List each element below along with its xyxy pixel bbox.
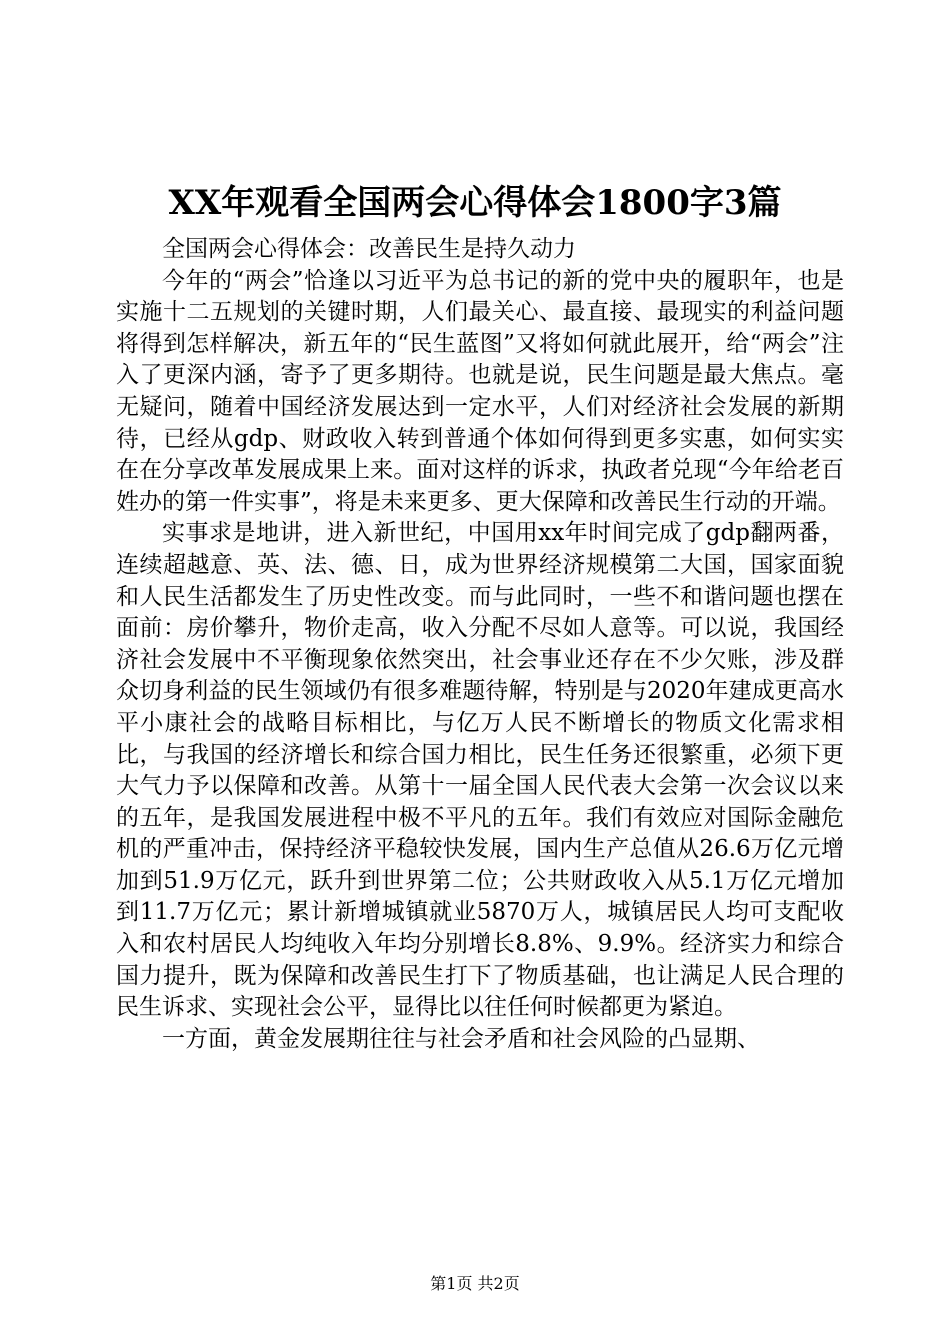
paragraph-subtitle: 全国两会心得体会：改善民生是持久动力	[162, 236, 576, 262]
paragraph: 实事求是地讲，进入新世纪，中国用xx年时间完成了gdp翻两番，连续超越意、英、法、德、日，成为世界经济规模第二大国，国家面貌和人民生活都发生了历史性改变。而与此同时，一些不和谐问题也摆在面前：房价攀升，物价走高，收入分配不尽如人意等。可以说，我国经济社会发展中不平衡现象依然突出，社会事业还存在不少欠账，涉及群众切身利益的民生领域仍有很多难题待解，特别是与2020年建成更高水平小康社会的战略目标相比，与亿万人民不断增长的物质文化需求相比，与我国的经济增长和综合国力相比，民生任务还很繁重，必须下更大气力予以保障和改善。从第十一届全国人民代表大会第一次会议以来的五年，是我国发展进程中极不平凡的五年。我们有效应对国际金融危机的严重冲击，保持经济平稳较快发展，国内生产总值从26.6万亿元增加到51.9万亿元，跃升到世界第二位；公共财政收入从5.1万亿元增加到11.7万亿元；累计新增城镇就业5870万人，城镇居民人均可支配收入和农村居民人均纯收入年均分别增长8.8%、9.9%。经济实力和综合国力提升，既为保障和改善民生打下了物质基础，也让满足人民合理的民生诉求、实现社会公平，显得比以往任何时候都更为紧迫。	[116, 520, 844, 1021]
paragraph: 一方面，黄金发展期往往与社会矛盾和社会风险的凸显期、	[162, 1025, 760, 1052]
paragraph: 今年的“两会”恰逢以习近平为总书记的新的党中央的履职年，也是实施十二五规划的关键时期，人们最关心、最直接、最现实的利益问题将得到怎样解决，新五年的“民生蓝图”又将如何就此展开，给“两会”注入了更深内涵，寄予了更多期待。也就是说，民生问题是最大焦点。毫无疑问，随着中国经济发展达到一定水平，人们对经济社会发展的新期待，已经从gdp、财政收入转到普通个体如何得到更多实惠，如何实实在在分享改革发展成果上来。面对这样的诉求，执政者兑现“今年给老百姓办的第一件实事”，将是未来更多、更大保障和改善民生行动的开端。	[116, 267, 844, 515]
document-body	[116, 234, 844, 1055]
page-footer: 第1页 共2页	[430, 1274, 520, 1293]
document-title: XX年观看全国两会心得体会1800字3篇	[168, 183, 782, 223]
